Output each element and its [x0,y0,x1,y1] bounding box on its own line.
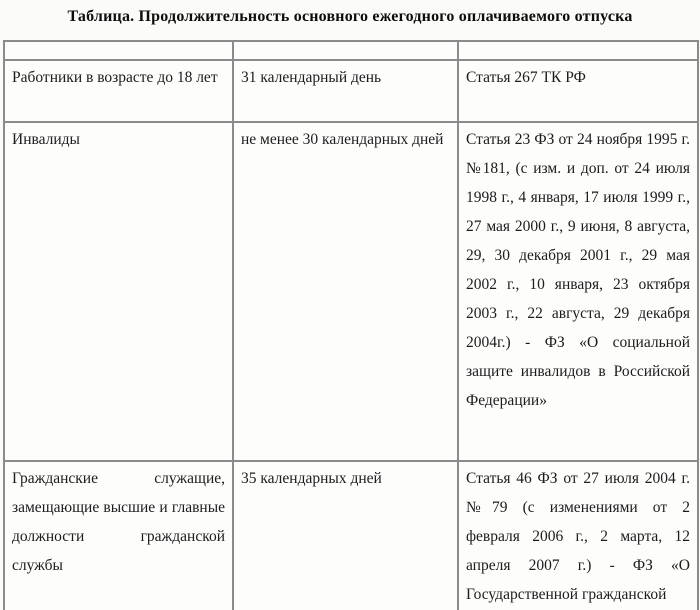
cell-legal-basis: Статья 46 ФЗ от 27 июля 2004 г. №79 (с изменениями от 2 февраля 2006 г., 2 марта, 12 апреля 2007 г.) - ФЗ «О Государственной гражданской [458,461,698,610]
cell-legal-basis: Статья 267 ТК РФ [458,60,698,122]
cell-category: Инвалиды [4,122,233,461]
header-cell-duration [233,41,458,60]
cell-duration: 31 календарный день [233,60,458,122]
table-row-disabled-persons [4,122,698,461]
cell-category: Работники в возрасте до 18 лет [4,60,233,122]
cell-duration: не менее 30 календарных дней [233,122,458,461]
table-caption: Таблица. Продолжительность основного ежегодного оплачиваемого отпуска [67,8,633,25]
header-cell-basis [458,41,698,60]
cell-category: Гражданские служащие, замещающие высшие и главные должности гражданской службы [4,461,233,610]
table-row-minors [4,60,698,122]
cell-duration: 35 календарных дней [233,461,458,610]
table-header-row [4,41,698,60]
vacation-duration-table [3,40,699,610]
header-cell-category [4,41,233,60]
cell-legal-basis: Статья 23 ФЗ от 24 ноября 1995 г. №181, (с изм. и доп. от 24 июля 1998 г., 4 января, 17 июля 1999 г., 27 мая 2000 г., 9 июня, 8 августа, 29, 30 декабря 2001 г., 29 мая 2002 г., 10 января, 23 октября 2003 г., 22 августа, 29 декабря 2004г.) - ФЗ «О социальной защите инвалидов в Российской Федерации» [458,122,698,461]
table-row-civil-servants [4,461,698,610]
